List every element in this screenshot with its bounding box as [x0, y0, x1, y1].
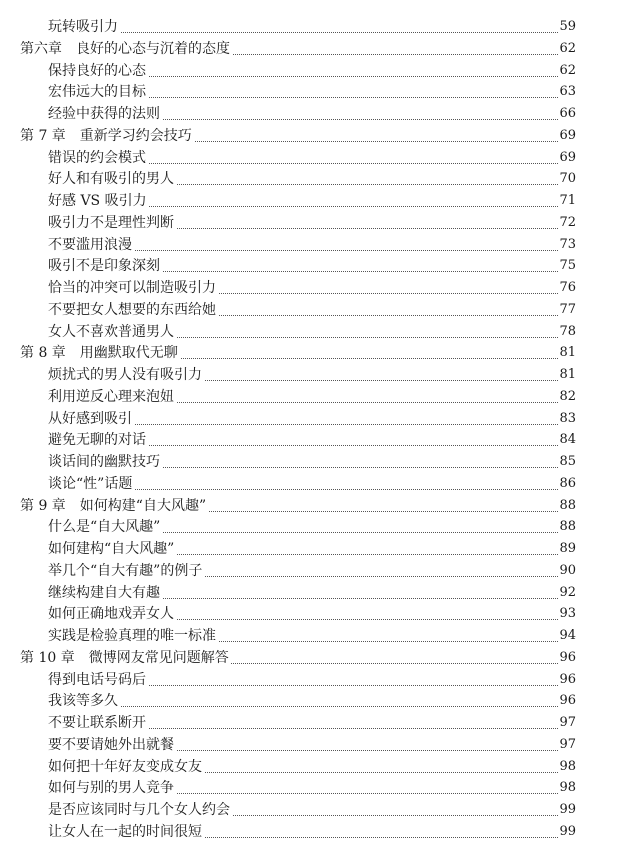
page-number: 85 — [559, 454, 576, 469]
chapter-title: 第六章 良好的心态与沉着的态度 — [20, 40, 230, 57]
section-title: 实践是检验真理的唯一标准 — [48, 628, 216, 644]
page-number: 70 — [559, 171, 576, 187]
toc-chapter-row — [0, 126, 620, 148]
toc-section-row — [0, 691, 620, 713]
toc-section-row — [0, 300, 620, 322]
section-title: 女人不喜欢普通男人 — [48, 323, 174, 340]
page-number: 93 — [559, 606, 576, 622]
page-number: 72 — [559, 214, 576, 230]
section-title: 好感 VS 吸引力 — [48, 193, 147, 209]
section-title: 吸引不是印象深刻 — [48, 258, 160, 275]
chapter-title: 第 9 章 如何构建“自大风趣” — [20, 497, 207, 514]
section-title: 什么是“自大风趣” — [48, 519, 161, 536]
page-number: 59 — [559, 19, 576, 34]
page-number: 71 — [559, 193, 576, 208]
toc-section-row — [0, 148, 620, 170]
toc-section-row — [0, 430, 620, 452]
section-title: 得到电话号码后 — [48, 671, 146, 688]
toc-section-row — [0, 757, 620, 779]
section-title: 吸引力不是理性判断 — [48, 214, 174, 231]
page-number: 89 — [559, 541, 576, 556]
section-title: 从好感到吸引 — [48, 410, 132, 427]
toc-section-row — [0, 517, 620, 539]
toc-section-row — [0, 474, 620, 496]
toc-section-row — [0, 235, 620, 257]
toc-section-row — [0, 626, 620, 648]
section-title: 玩转吸引力 — [48, 19, 118, 35]
section-title: 举几个“自大有趣”的例子 — [48, 562, 203, 579]
toc-chapter-row — [0, 496, 620, 518]
section-title: 恰当的冲突可以制造吸引力 — [48, 280, 216, 296]
toc-section-row — [0, 365, 620, 387]
page-number: 92 — [559, 584, 576, 600]
page-number: 99 — [559, 823, 576, 839]
toc-section-row — [0, 17, 620, 39]
section-title: 不要让联系断开 — [48, 715, 146, 731]
toc-section-row — [0, 169, 620, 191]
section-title: 如何正确地戏弄女人 — [48, 606, 174, 623]
page-number: 76 — [559, 280, 576, 295]
section-title: 如何把十年好友变成女友 — [48, 758, 202, 775]
toc-chapter-row — [0, 648, 620, 670]
section-title: 错误的约会模式 — [48, 149, 146, 166]
page-number: 96 — [559, 671, 576, 687]
page-number: 62 — [559, 62, 576, 78]
page-number: 77 — [559, 301, 576, 317]
section-title: 谈论“性”话题 — [48, 475, 133, 492]
page-number: 97 — [559, 715, 576, 730]
section-title: 让女人在一起的时间很短 — [48, 823, 202, 840]
page-number: 88 — [559, 519, 576, 535]
toc-section-row — [0, 670, 620, 692]
section-title: 继续构建自大有趣 — [48, 584, 160, 601]
page-number: 90 — [559, 562, 576, 578]
dot-leader — [48, 32, 558, 33]
section-title: 利用逆反心理来泡妞 — [48, 388, 174, 405]
toc-section-row — [0, 539, 620, 561]
page-number: 82 — [559, 388, 576, 404]
section-title: 不要滥用浪漫 — [48, 236, 132, 253]
toc-section-row — [0, 800, 620, 822]
page-number: 96 — [559, 649, 576, 665]
section-title: 不要把女人想要的东西给她 — [48, 301, 216, 318]
chapter-title: 第 7 章 重新学习约会技巧 — [20, 127, 192, 144]
toc-section-row — [0, 604, 620, 626]
toc-section-row — [0, 213, 620, 235]
page-number: 62 — [559, 40, 576, 56]
section-title: 要不要请她外出就餐 — [48, 736, 174, 753]
page-number: 66 — [559, 106, 576, 121]
toc-section-row — [0, 713, 620, 735]
toc-chapter-row — [0, 39, 620, 61]
section-title: 我该等多久 — [48, 693, 118, 710]
toc-section-row — [0, 583, 620, 605]
section-title: 好人和有吸引的男人 — [48, 171, 174, 188]
page-number: 73 — [559, 236, 576, 252]
section-title: 如何建构“自大风趣” — [48, 541, 175, 557]
section-title: 烦扰式的男人没有吸引力 — [48, 367, 202, 383]
section-title: 经验中获得的法则 — [48, 106, 160, 122]
toc-section-row — [0, 822, 620, 844]
toc-section-row — [0, 409, 620, 431]
chapter-title: 第 10 章 微博网友常见问题解答 — [20, 649, 229, 666]
page-number: 69 — [559, 127, 576, 143]
page-number: 81 — [559, 367, 576, 382]
toc-section-row — [0, 104, 620, 126]
page-number: 69 — [559, 149, 576, 165]
page-number: 84 — [559, 432, 576, 448]
toc-chapter-row — [0, 343, 620, 365]
toc-section-row — [0, 561, 620, 583]
section-title: 宏伟远大的目标 — [48, 84, 146, 101]
toc-section-row — [0, 452, 620, 474]
section-title: 保持良好的心态 — [48, 62, 146, 79]
page-number: 97 — [559, 736, 576, 752]
section-title: 是否应该同时与几个女人约会 — [48, 802, 230, 818]
toc-section-row — [0, 191, 620, 213]
toc-section-row — [0, 778, 620, 800]
page-number: 99 — [559, 802, 576, 817]
chapter-title: 第 8 章 用幽默取代无聊 — [20, 345, 178, 362]
toc-section-row — [0, 278, 620, 300]
toc-section-row — [0, 735, 620, 757]
page-number: 75 — [559, 258, 576, 274]
toc-section-row — [0, 61, 620, 83]
page-number: 63 — [559, 84, 576, 100]
toc-section-row — [0, 322, 620, 344]
page-number: 96 — [559, 693, 576, 709]
page-number: 78 — [559, 323, 576, 339]
page-number: 98 — [559, 780, 576, 796]
page-number: 83 — [559, 410, 576, 426]
section-title: 避免无聊的对话 — [48, 432, 146, 449]
section-title: 谈话间的幽默技巧 — [48, 454, 160, 470]
section-title: 如何与别的男人竞争 — [48, 780, 174, 797]
toc-section-row — [0, 256, 620, 278]
page-number: 94 — [559, 628, 576, 643]
page-number: 81 — [559, 345, 576, 361]
toc-section-row — [0, 387, 620, 409]
dot-leader — [48, 706, 558, 707]
toc-section-row — [0, 82, 620, 104]
page-number: 86 — [559, 475, 576, 491]
page-number: 98 — [559, 758, 576, 774]
page-number: 88 — [559, 497, 576, 513]
